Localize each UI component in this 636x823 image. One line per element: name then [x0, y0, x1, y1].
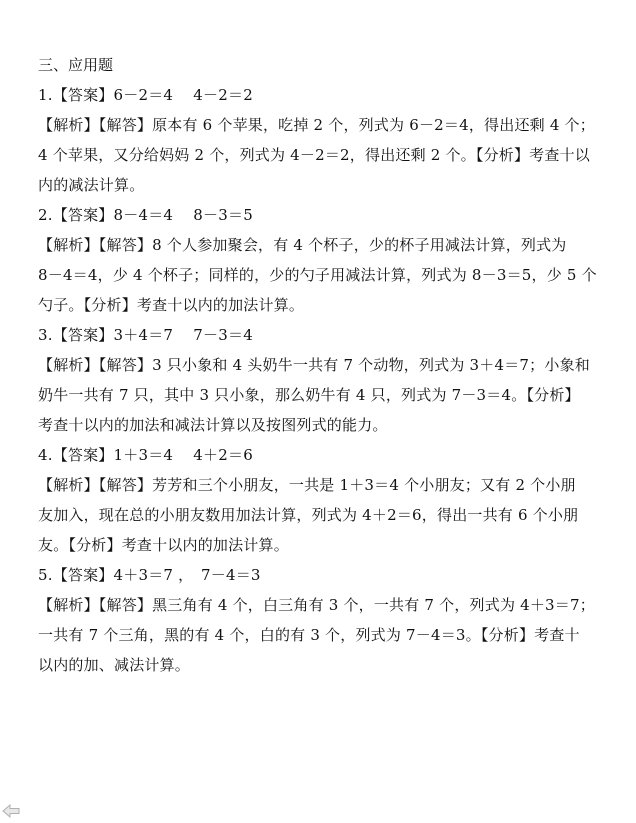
text-line: 友加入，现在总的小朋友数用加法计算，列式为 4＋2＝6，得出一共有 6 个小朋 [38, 506, 579, 524]
text-line: 【解析】【解答】黑三角有 4 个，白三角有 3 个，一共有 7 个，列式为 4＋3＝7； [38, 596, 595, 614]
text-line: 【解析】【解答】芳芳和三个小朋友，一共是 1＋3＝4 个小朋友；又有 2 个小朋 [38, 476, 576, 494]
answer-text [38, 80, 606, 680]
text-line: 8－4＝4，少 4 个杯子；同样的，少的勺子用减法计算，列式为 8－3＝5，少 5 个 [38, 266, 597, 284]
text-line: 考查十以内的加法和减法计算以及按图列式的能力。 [38, 416, 388, 434]
text-line: 友。【分析】考查十以内的加法计算。 [38, 536, 289, 554]
text-line: 【解析】【解答】原本有 6 个苹果，吃掉 2 个，列式为 6－2＝4，得出还剩 4 个； [38, 116, 595, 134]
text-line: 4.【答案】1＋3＝4 4＋2＝6 [38, 446, 253, 464]
text-line: 勺子。【分析】考查十以内的加法计算。 [38, 296, 305, 314]
document-page [38, 50, 606, 680]
text-line: 以内的加、减法计算。 [38, 656, 191, 674]
text-line: 1.【答案】6－2＝4 4－2＝2 [38, 86, 253, 104]
section-title: 三、应用题 [38, 56, 114, 74]
back-arrow-icon[interactable] [2, 803, 20, 817]
text-line: 3.【答案】3＋4＝7 7－3＝4 [38, 326, 253, 344]
text-line: 一共有 7 个三角，黑的有 4 个，白的有 3 个，列式为 7－4＝3。【分析】考查十 [38, 626, 580, 644]
text-line: 奶牛一共有 7 只，其中 3 只小象，那么奶牛有 4 只，列式为 7－3＝4。【分析】 [38, 386, 580, 404]
text-line: 5.【答案】4＋3＝7 ， 7－4＝3 [38, 566, 261, 584]
text-line: 【解析】【解答】3 只小象和 4 头奶牛一共有 7 个动物，列式为 3＋4＝7；小象和 [38, 356, 590, 374]
text-line: 4 个苹果，又分给妈妈 2 个，列式为 4－2＝2，得出还剩 2 个。【分析】考查十以 [38, 146, 590, 164]
text-line: 【解析】【解答】8 个人参加聚会，有 4 个杯子，少的杯子用减法计算，列式为 [38, 236, 567, 254]
text-line: 2.【答案】8－4＝4 8－3＝5 [38, 206, 253, 224]
text-line: 内的减法计算。 [38, 176, 145, 194]
